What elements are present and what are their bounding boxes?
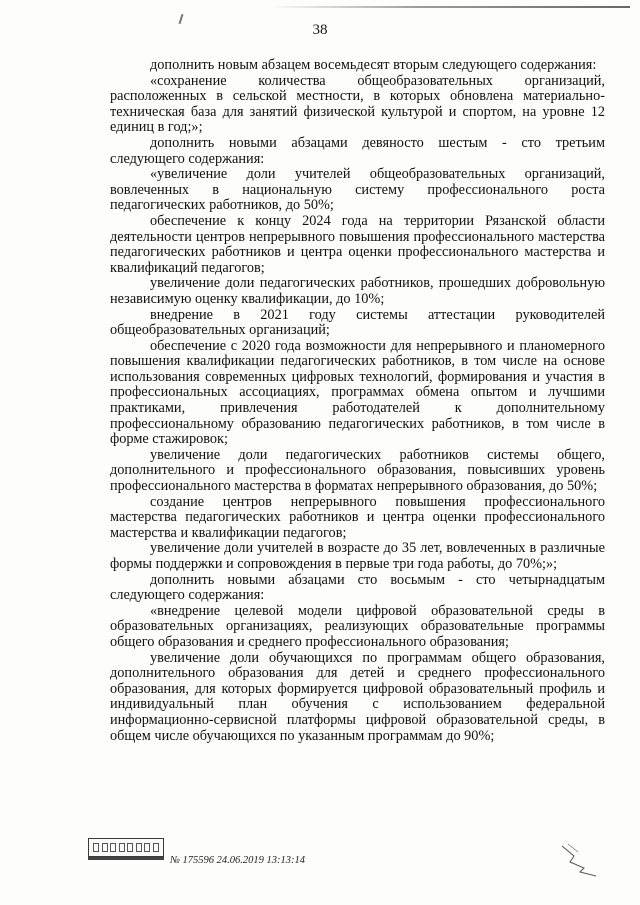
scan-edge-mark: [270, 6, 630, 8]
paragraph: обеспечение с 2020 года возможности для непрерывного и планомерного повышения квалификации педагогических работников, в том числе на основе использования современных цифровых технологий, формирования и участия в профессиональных ассоциациях, программах обмена опытом и лучшими практиками, привлечения работодателей к дополнительному профессиональному образованию педагогических работников, в том числе в форме стажировок;: [110, 337, 605, 448]
stamp-underline: [88, 857, 164, 860]
paragraph: увеличение доли педагогических работников системы общего, дополнительного и профессионального образования, повысивших уровень профессионального мастерства в форматах непрерывного образования, до 50%;: [110, 446, 605, 495]
paragraph: дополнить новыми абзацами сто восьмым - сто четырнадцатым следующего содержания:: [110, 571, 605, 604]
document-registration-code: № 175596 24.06.2019 13:13:14: [170, 855, 306, 866]
page-number: 38: [312, 22, 328, 38]
paragraph: создание центров непрерывного повышения профессионального мастерства педагогических работников и центра оценки профессионального мастерства и квалификации педагогов;: [110, 493, 605, 541]
paragraph: дополнить новыми абзацами девяносто шестым - сто третьим следующего содержания:: [110, 134, 605, 167]
paragraph: увеличение доли учителей в возрасте до 35 лет, вовлеченных в различные формы поддержки и сопровождения в первые три года работы, до 70%;»;: [110, 540, 605, 572]
paragraph: увеличение доли обучающихся по программам общего образования, дополнительного образования для детей и среднего профессионального образования, для которых формируется цифровой образовательный профиль и индивидуальный план обучения с использованием федеральной информационно-сервисной платформы цифровой образовательной среды, в общем числе обучающихся по указанным программам до 90%;: [110, 649, 605, 744]
paragraph: «внедрение целевой модели цифровой образовательной среды в образовательных организациях, реализующих образовательные программы общего образования и среднего профессионального образования;: [110, 602, 605, 650]
paragraph: «увеличение доли учителей общеобразовательных организаций, вовлеченных в национальную систему профессионального роста педагогических работников, до 50%;: [110, 166, 605, 214]
paragraph: «сохранение количества общеобразовательных организаций, расположенных в сельской местности, в которых обновлена материально-техническая база для занятий физической культурой и спортом, на уровне 12 единиц в год;»;: [110, 72, 605, 136]
paragraph: обеспечение к концу 2024 года на территории Рязанской области деятельности центров непрерывного повышения профессионального мастерства педагогических работников и центра оценки профессионального мастерства и квалификаций педагогов;: [110, 212, 605, 276]
paragraph: внедрение в 2021 году системы аттестации руководителей общеобразовательных организаций;: [110, 306, 605, 339]
registry-stamp-icon: [88, 838, 164, 857]
signature-scribble-icon: [560, 842, 600, 878]
paragraph: дополнить новым абзацем восемьдесят вторым следующего содержания:: [150, 57, 597, 73]
paragraph: увеличение доли педагогических работников, прошедших добровольную независимую оценку квалификации, до 10%;: [110, 275, 605, 307]
document-body: [110, 58, 605, 744]
